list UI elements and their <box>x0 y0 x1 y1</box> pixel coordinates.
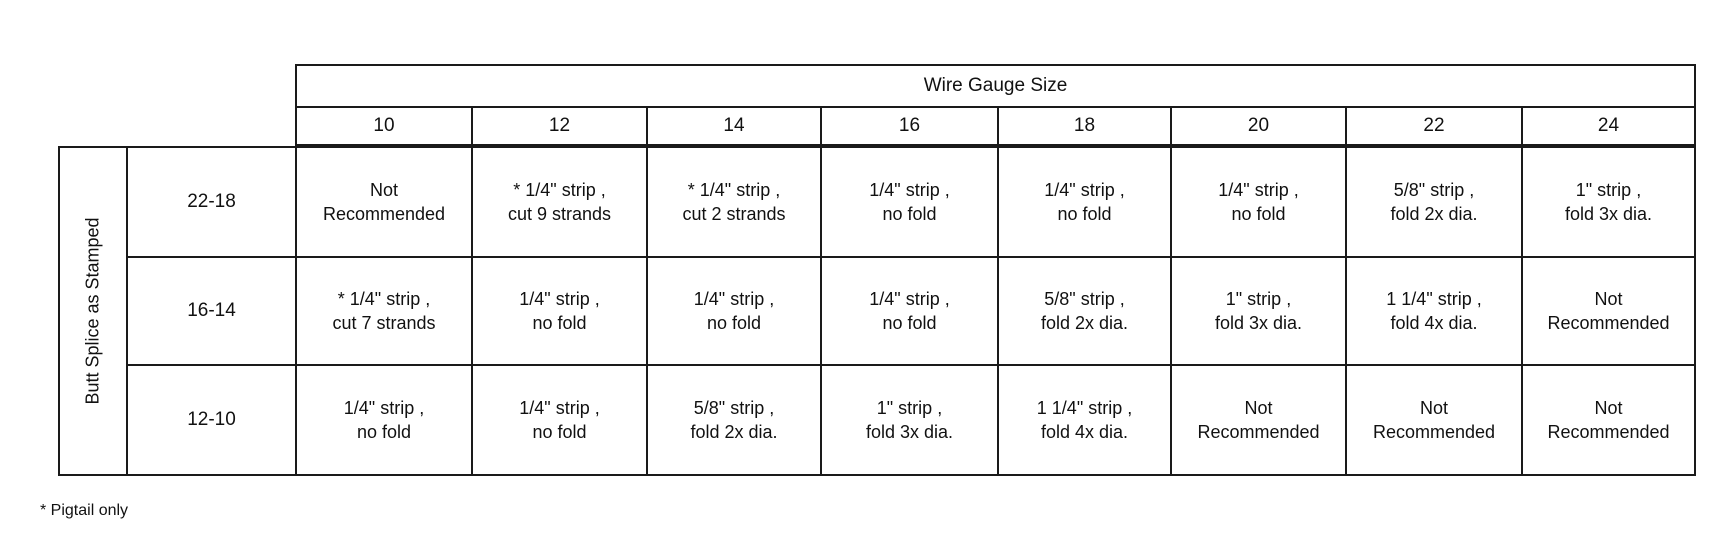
cell-12-10-24: Not Recommended <box>1547 398 1670 442</box>
cell-22-18-22: 5/8" strip , fold 2x dia. <box>1390 180 1478 224</box>
cell-12-10-10: 1/4" strip , no fold <box>343 398 425 442</box>
cell-22-18-12: * 1/4" strip , cut 9 strands <box>507 180 612 224</box>
column-header-18: 18 <box>1073 115 1096 136</box>
cell-12-10-12: 1/4" strip , no fold <box>519 398 600 442</box>
cell-22-18-18: 1/4" strip , no fold <box>1044 180 1125 224</box>
cell-22-18-16: 1/4" strip , no fold <box>869 180 950 224</box>
cell-22-18-10: Not Recommended <box>322 180 446 224</box>
cell-22-18-20: 1/4" strip , no fold <box>1218 180 1299 224</box>
cell-12-10-20: Not Recommended <box>1197 398 1320 442</box>
row-label-16-14: 16-14 <box>187 300 236 321</box>
cell-16-14-22: 1 1/4" strip , fold 4x dia. <box>1386 289 1482 333</box>
column-header-24: 24 <box>1597 115 1620 136</box>
butt-splice-side-label-text: Butt Splice as Stamped <box>83 217 104 405</box>
wire-gauge-size-title: Wire Gauge Size <box>923 75 1068 96</box>
cell-16-14-24: Not Recommended <box>1547 289 1670 333</box>
row-label-12-10: 12-10 <box>187 409 236 430</box>
wire-gauge-header-box <box>295 64 1696 108</box>
column-header-14: 14 <box>723 115 745 136</box>
column-header-20: 20 <box>1247 115 1270 136</box>
column-header-10: 10 <box>373 115 395 136</box>
footnote: * Pigtail only <box>40 502 129 519</box>
column-header-12: 12 <box>548 115 571 136</box>
cell-16-14-20: 1" strip , fold 3x dia. <box>1214 289 1303 333</box>
cell-22-18-24: 1" strip , fold 3x dia. <box>1564 180 1653 224</box>
cell-12-10-22: Not Recommended <box>1372 398 1496 442</box>
cell-12-10-16: 1" strip , fold 3x dia. <box>865 398 954 442</box>
column-header-16: 16 <box>898 115 921 136</box>
cell-16-14-10: * 1/4" strip , cut 7 strands <box>332 289 436 333</box>
butt-splice-side-label <box>58 146 128 476</box>
column-header-22: 22 <box>1423 115 1445 136</box>
cell-12-10-18: 1 1/4" strip , fold 4x dia. <box>1036 398 1133 442</box>
cell-22-18-14: * 1/4" strip , cut 2 strands <box>682 180 786 224</box>
cell-16-14-14: 1/4" strip , no fold <box>693 289 775 333</box>
cell-12-10-14: 5/8" strip , fold 2x dia. <box>690 398 778 442</box>
cell-16-14-12: 1/4" strip , no fold <box>519 289 600 333</box>
row-label-22-18: 22-18 <box>187 191 236 212</box>
cell-16-14-18: 5/8" strip , fold 2x dia. <box>1040 289 1129 333</box>
cell-16-14-16: 1/4" strip , no fold <box>869 289 950 333</box>
